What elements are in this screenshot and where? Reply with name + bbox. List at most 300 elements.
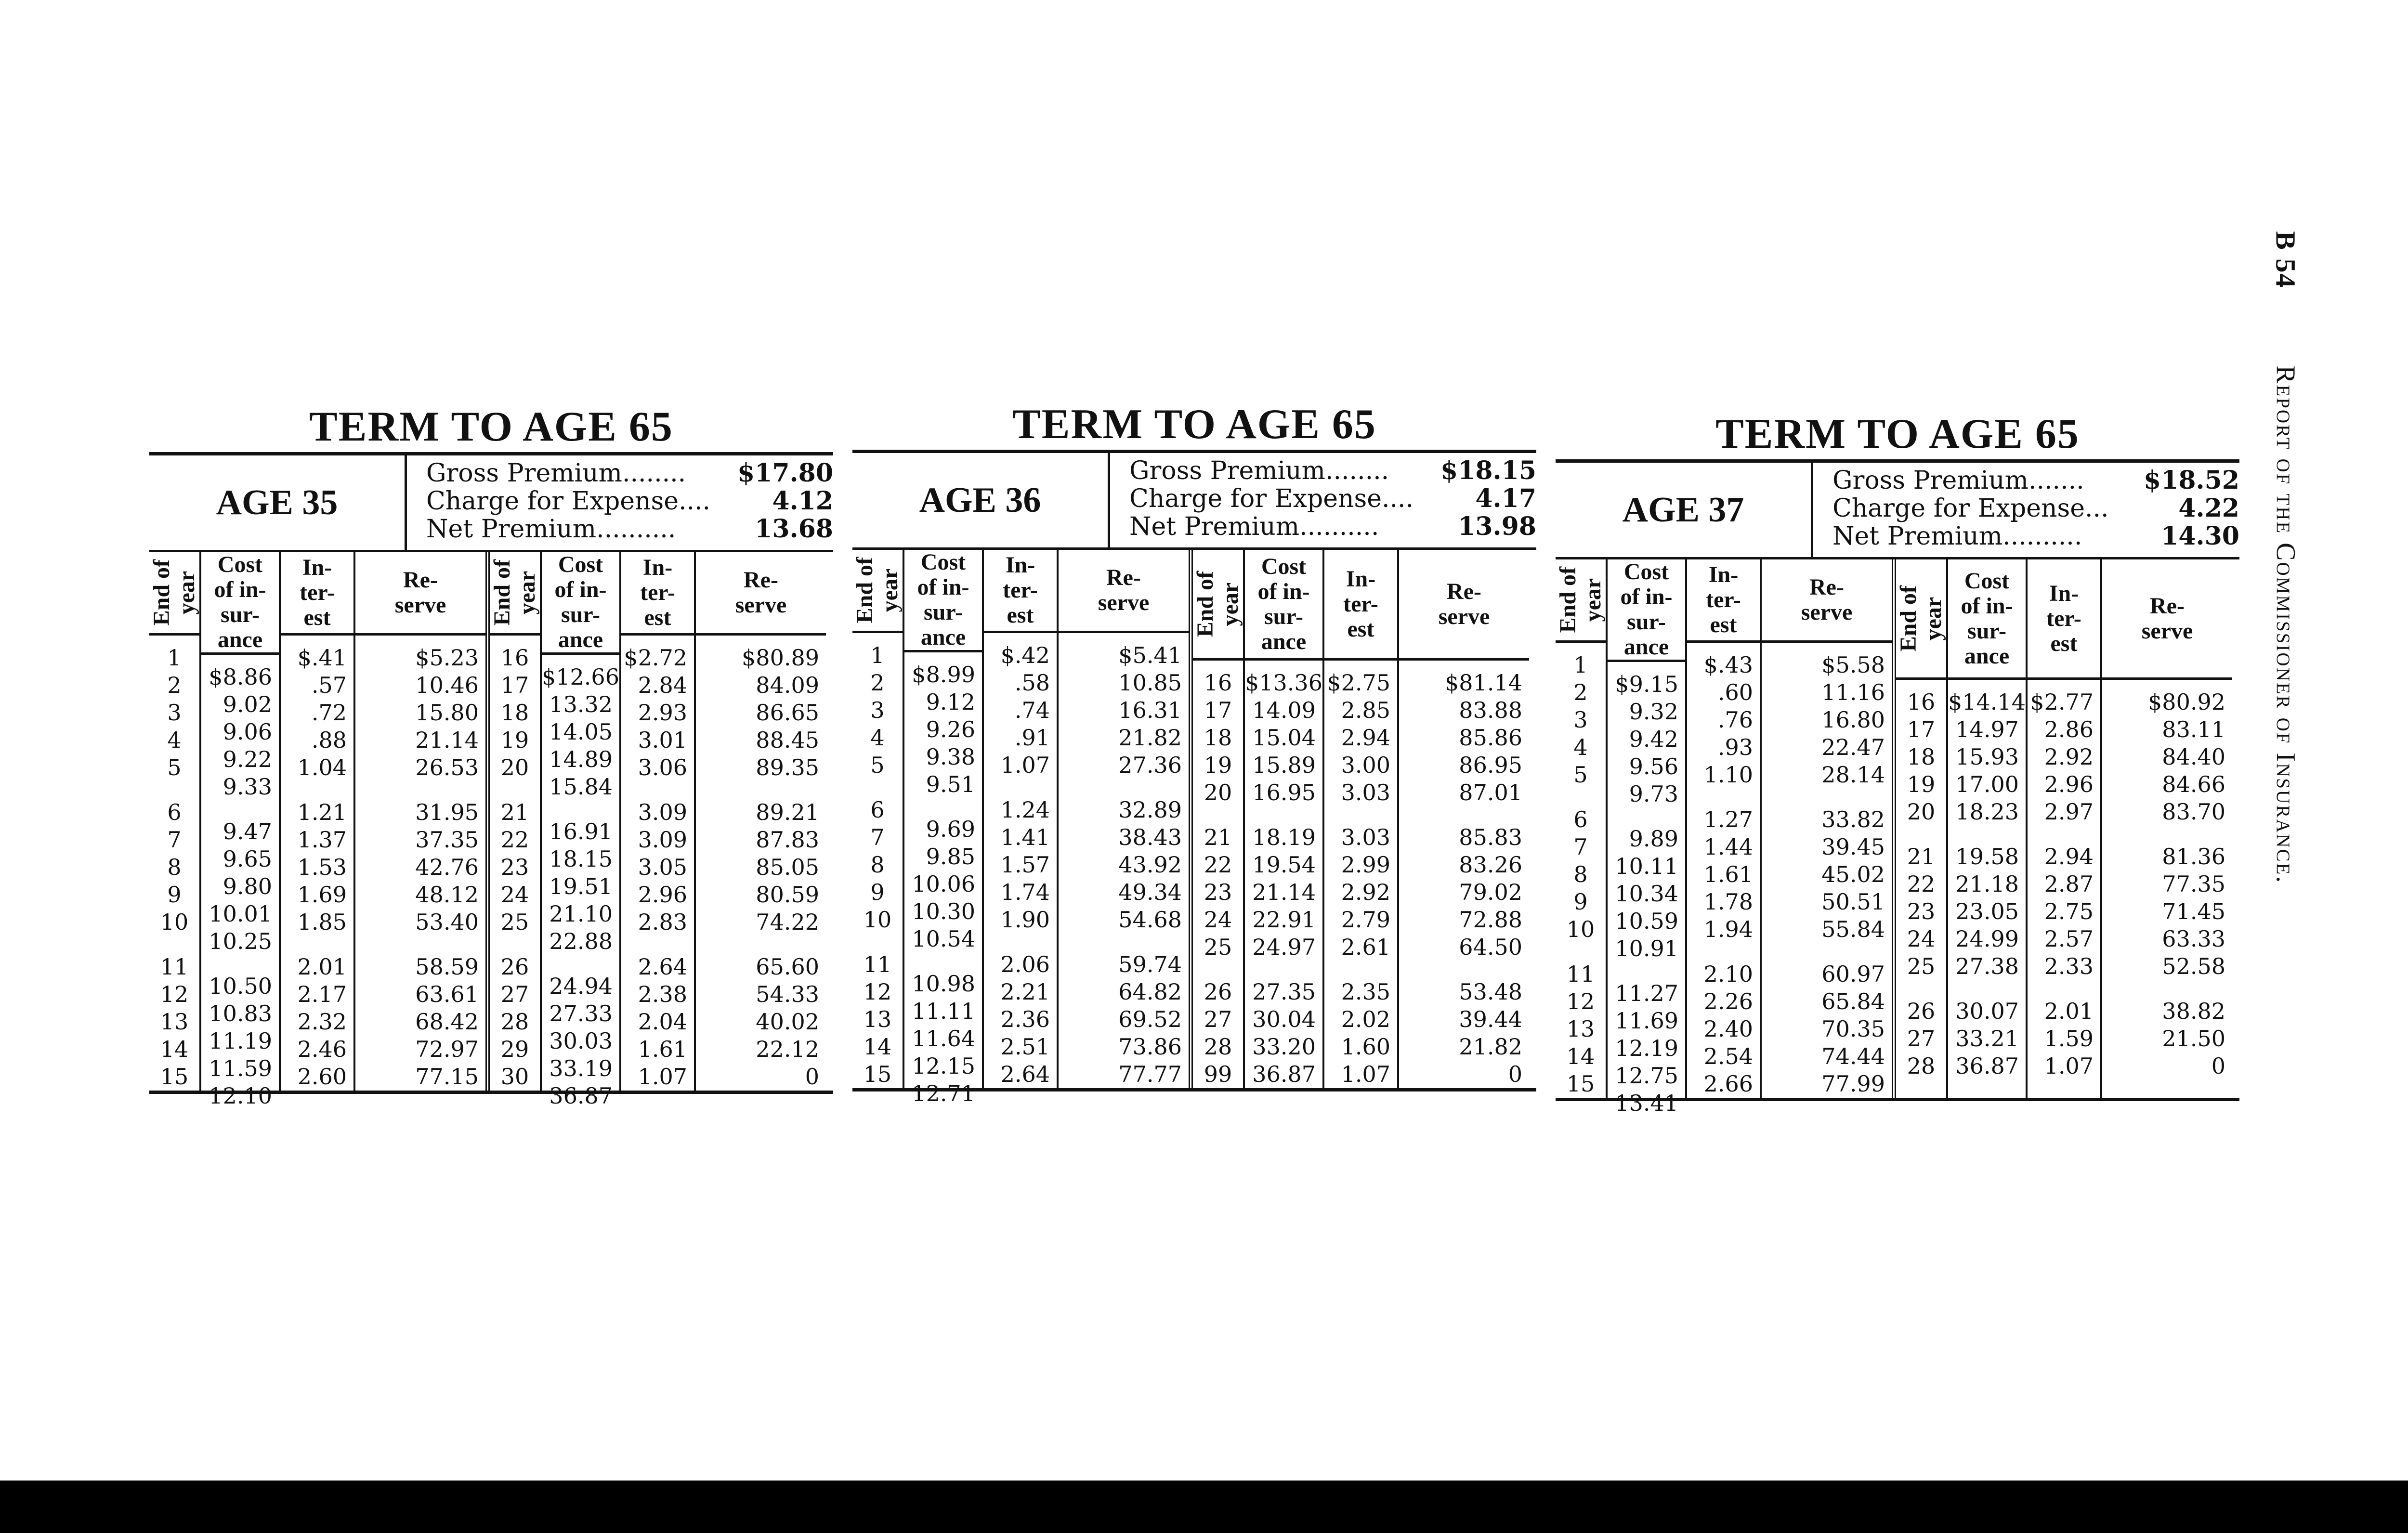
table-cell: 50.51 <box>1821 889 1885 915</box>
table-cell: 2.60 <box>297 1064 347 1090</box>
table-cell: 7 <box>167 827 182 853</box>
column-header-text: Re- serve <box>735 567 787 618</box>
table-cell: 89.21 <box>756 799 819 825</box>
table-half-left <box>852 549 1189 1106</box>
table-cell: 3.00 <box>1341 752 1390 778</box>
table-cell: 9.85 <box>926 844 975 870</box>
table-cell: 72.97 <box>415 1036 479 1062</box>
table-body <box>852 549 1536 1106</box>
table-cell: 21.82 <box>1118 725 1182 751</box>
table-cell: 10.06 <box>912 871 975 897</box>
table-cell: 9 <box>870 879 885 905</box>
column-header-text: Cost of in- sur- ance <box>1961 568 2013 669</box>
age-label: AGE 35 <box>149 455 407 550</box>
table-cell: 10.50 <box>209 973 272 999</box>
table-cell: 2.83 <box>638 909 687 935</box>
table-half-right <box>1892 559 2232 1098</box>
column-year <box>490 552 542 1091</box>
table-cell: 24.94 <box>549 973 613 999</box>
table-cell: 2.26 <box>1703 988 1753 1014</box>
table-cell: 10.83 <box>209 1000 272 1026</box>
table-cell: 2.33 <box>2044 953 2094 979</box>
table-cell: 24 <box>1204 907 1232 933</box>
table-cell: 11.27 <box>1615 980 1678 1006</box>
table-cell: $2.75 <box>1327 670 1390 696</box>
rate-table-age-block <box>149 402 833 1109</box>
column-header-text: End of year <box>489 559 540 626</box>
table-cell: 2.99 <box>1341 852 1390 878</box>
table-cell: 9.89 <box>1629 826 1678 852</box>
column-header-text: Re- serve <box>2141 593 2193 644</box>
table-cell: 84.09 <box>756 672 819 698</box>
table-cell: 9.47 <box>222 818 272 844</box>
table-cell: 32.89 <box>1118 797 1182 823</box>
column-cost <box>542 552 621 1109</box>
table-cell: $8.99 <box>912 662 975 688</box>
table-cell: 21.18 <box>1955 871 2019 897</box>
column-values <box>2102 680 2232 1080</box>
table-cell: 12 <box>1566 988 1595 1014</box>
table-cell: 21 <box>1204 824 1232 850</box>
table-cell: 3.06 <box>638 754 687 780</box>
column-header-interest <box>984 550 1057 633</box>
table-cell: 21.14 <box>415 727 479 753</box>
table-cell: 27.33 <box>549 1000 613 1026</box>
table-cell: 11.16 <box>1821 679 1885 705</box>
table-cell: 83.70 <box>2162 799 2225 825</box>
table-cell: 2.64 <box>1000 1061 1050 1087</box>
table-cell: 15.80 <box>415 700 479 726</box>
table-cell: .93 <box>1717 734 1753 760</box>
column-values <box>2028 680 2100 1080</box>
table-cell: 10.59 <box>1615 908 1678 934</box>
table-cell: .72 <box>311 700 347 726</box>
table-cell: 86.65 <box>756 700 819 726</box>
table-cell: 99 <box>1204 1061 1232 1087</box>
gross-premium-row <box>1129 457 1536 485</box>
table-cell: 10 <box>160 909 189 935</box>
column-values <box>542 655 619 1110</box>
table-cell: 15.04 <box>1252 725 1316 751</box>
table-cell: 15 <box>863 1061 892 1087</box>
table-cell: 1.69 <box>297 882 347 908</box>
table-cell: 20 <box>500 754 529 780</box>
table-cell: 84.66 <box>2162 771 2225 797</box>
column-reserve <box>355 552 485 1091</box>
gross-premium-label: Gross Premium........ <box>1129 456 1389 485</box>
table-cell: 23 <box>1204 879 1232 905</box>
table-cell: 2.21 <box>1000 979 1050 1005</box>
table-cell: 28 <box>1907 1053 1936 1079</box>
column-interest <box>984 550 1059 1088</box>
table-cell: 24.97 <box>1252 934 1316 960</box>
table-cell: 65.84 <box>1821 988 1885 1014</box>
column-header-reserve <box>1762 559 1892 643</box>
expense-charge-row <box>426 487 833 515</box>
table-cell: 14.09 <box>1252 697 1316 723</box>
table-cell: 7 <box>1573 834 1588 860</box>
table-cell: 23 <box>1907 898 1936 924</box>
table-cell: 14.89 <box>549 746 613 772</box>
table-cell: 2.35 <box>1341 979 1390 1005</box>
column-header-year <box>1556 559 1606 643</box>
table-cell: 9.12 <box>926 689 975 715</box>
table-cell: 11.69 <box>1615 1008 1678 1034</box>
table-cell: $2.72 <box>624 645 687 671</box>
table-cell: 87.01 <box>1459 779 1522 805</box>
table-cell: 22.12 <box>756 1036 819 1062</box>
table-cell: 48.12 <box>415 882 479 908</box>
table-cell: 1.53 <box>297 854 347 880</box>
column-values <box>1245 661 1322 1088</box>
table-cell: 4 <box>870 725 885 751</box>
table-cell: 25 <box>1204 934 1232 960</box>
expense-charge-row <box>1832 494 2239 522</box>
column-year <box>1556 559 1608 1098</box>
column-header-text: Re- serve <box>1801 574 1853 625</box>
column-values <box>1687 643 1760 1098</box>
table-cell: 9 <box>1573 889 1588 915</box>
table-cell: 20 <box>1907 799 1936 825</box>
column-header-text: Cost of in- sur- ance <box>917 549 969 650</box>
table-cell: 1.74 <box>1000 879 1050 905</box>
table-cell: 68.42 <box>415 1009 479 1035</box>
column-header-text: End of year <box>149 559 199 626</box>
gross-premium-value: $18.52 <box>2143 466 2239 495</box>
table-cell: 24 <box>500 882 529 908</box>
table-cell: 2.66 <box>1703 1071 1753 1097</box>
table-cell: 22 <box>1907 871 1936 897</box>
table-cell: 1.37 <box>297 827 347 853</box>
column-header-interest <box>1324 550 1397 661</box>
table-cell: 7 <box>870 824 885 850</box>
table-cell: 12 <box>160 981 189 1007</box>
table-cell: 29 <box>500 1036 529 1062</box>
table-cell: 1.44 <box>1703 834 1753 860</box>
table-cell: 86.95 <box>1459 752 1522 778</box>
table-cell: 5 <box>870 752 885 778</box>
table-cell: 74.22 <box>756 909 819 935</box>
table-cell: 15.93 <box>1955 744 2019 770</box>
table-cell: 18.23 <box>1955 799 2019 825</box>
table-cell: 1.90 <box>1000 907 1050 933</box>
table-cell: 1.07 <box>638 1064 687 1090</box>
table-cell: $.41 <box>297 645 347 671</box>
table-cell: 10 <box>1566 916 1595 942</box>
table-cell: 1.10 <box>1703 762 1753 788</box>
table-cell: $5.23 <box>415 645 479 671</box>
column-header-text: Cost of in- sur- ance <box>1620 559 1673 660</box>
table-cell: 9 <box>167 882 182 908</box>
column-header-reserve <box>1059 550 1189 633</box>
table-cell: 3 <box>1573 707 1588 733</box>
column-header-year <box>490 552 540 636</box>
net-premium-row <box>1129 513 1536 541</box>
table-cell: 85.86 <box>1459 725 1522 751</box>
table-cell: 59.74 <box>1118 951 1182 977</box>
column-interest <box>2028 559 2102 1098</box>
table-cell: 15 <box>160 1064 189 1090</box>
table-cell: 16.95 <box>1252 779 1316 805</box>
table-cell: 26 <box>1907 998 1936 1024</box>
table-cell: 5 <box>1573 762 1588 788</box>
expense-charge-label: Charge for Expense.... <box>1129 484 1414 513</box>
column-header-text: End of year <box>1555 567 1606 633</box>
column-values <box>490 636 540 1091</box>
table-cell: 6 <box>1573 806 1588 832</box>
column-reserve <box>2102 559 2232 1098</box>
table-cell: 28 <box>500 1009 529 1035</box>
table-cell: 70.35 <box>1821 1016 1885 1042</box>
table-cell: 10.30 <box>912 898 975 924</box>
table-cell: 9.22 <box>222 746 272 772</box>
table-cell: 2.94 <box>1341 725 1390 751</box>
table-cell: 30.03 <box>549 1028 613 1054</box>
table-cell: 30 <box>500 1064 529 1090</box>
table-cell: 17 <box>1907 716 1936 742</box>
table-cell: $5.58 <box>1821 652 1885 678</box>
premium-summary <box>407 455 833 550</box>
table-cell: 1.60 <box>1341 1034 1390 1060</box>
expense-charge-value: 4.17 <box>1475 484 1536 513</box>
rate-table-age-block <box>1555 409 2239 1116</box>
table-cell: 15.84 <box>549 774 613 800</box>
table-cell: 73.86 <box>1118 1034 1182 1060</box>
table-cell: $9.15 <box>1615 671 1678 697</box>
page-number: B 54 <box>2270 231 2302 289</box>
table-cell: 1.07 <box>1341 1061 1390 1087</box>
table-cell: 13.41 <box>1615 1090 1678 1116</box>
net-premium-row <box>426 515 833 543</box>
table-cell: 25 <box>1907 953 1936 979</box>
table-cell: 33.20 <box>1252 1034 1316 1060</box>
table-cell: $14.14 <box>1948 689 2026 715</box>
table-cell: 10.11 <box>1615 853 1678 879</box>
column-header-cost <box>1608 559 1685 662</box>
table-cell: $80.92 <box>2148 689 2225 715</box>
table-cell: 63.61 <box>415 981 479 1007</box>
table-cell: 2.92 <box>2044 744 2094 770</box>
table-cell: 11.64 <box>912 1026 975 1052</box>
table-cell: 88.45 <box>756 727 819 753</box>
table-body <box>149 552 833 1109</box>
column-header-text: In- ter- est <box>1706 562 1741 637</box>
table-cell: 11 <box>160 954 189 980</box>
table-cell: 18.15 <box>549 846 613 872</box>
column-interest <box>1687 559 1762 1098</box>
column-cost <box>1608 559 1687 1116</box>
table-cell: 15.89 <box>1252 752 1316 778</box>
table-cell: 3.03 <box>1341 779 1390 805</box>
table-cell: 1.78 <box>1703 889 1753 915</box>
table-cell: 77.77 <box>1118 1061 1182 1087</box>
table-cell: 4 <box>1573 734 1588 760</box>
table-cell: 2.94 <box>2044 844 2094 870</box>
table-cell: 19 <box>500 727 529 753</box>
column-header-interest <box>1687 559 1760 643</box>
table-cell: 2.86 <box>2044 716 2094 742</box>
table-cell: 2.97 <box>2044 799 2094 825</box>
column-cost <box>1948 559 2028 1098</box>
column-values <box>355 636 485 1091</box>
table-cell: 2.85 <box>1341 697 1390 723</box>
table-cell: 9.42 <box>1629 726 1678 752</box>
column-header-text: End of year <box>1192 571 1243 637</box>
table-cell: 1.61 <box>638 1036 687 1062</box>
table-cell: 6 <box>870 797 885 823</box>
table-cell: 1.41 <box>1000 824 1050 850</box>
table-cell: 11 <box>1566 961 1595 987</box>
table-cell: 64.82 <box>1118 979 1182 1005</box>
page-footer-band <box>0 1481 2408 1533</box>
table-cell: 2.79 <box>1341 907 1390 933</box>
table-cell: 2.17 <box>297 981 347 1007</box>
table-cell: 21.50 <box>2162 1026 2225 1052</box>
table-cell: 2.51 <box>1000 1034 1050 1060</box>
table-header <box>852 450 1536 550</box>
table-cell: $2.77 <box>2030 689 2094 715</box>
table-cell: 22.91 <box>1252 907 1316 933</box>
column-header-text: Re- serve <box>1438 578 1490 629</box>
table-cell: 9.51 <box>926 771 975 797</box>
table-cell: 2 <box>870 670 885 696</box>
column-reserve <box>1059 550 1189 1088</box>
table-body <box>1555 559 2239 1116</box>
table-cell: 2.01 <box>2044 998 2094 1024</box>
table-header <box>149 452 833 552</box>
table-cell: 39.45 <box>1821 834 1885 860</box>
column-values <box>1324 661 1397 1088</box>
table-cell: 10.91 <box>1615 935 1678 961</box>
column-header-year <box>149 552 199 636</box>
column-header-text: Re- serve <box>394 567 446 618</box>
table-cell: 9.38 <box>926 744 975 770</box>
table-cell: 2.61 <box>1341 934 1390 960</box>
table-cell: 16 <box>1907 689 1936 715</box>
table-cell: 21.82 <box>1459 1034 1522 1060</box>
table-cell: 42.76 <box>415 854 479 880</box>
table-cell: 3 <box>167 700 182 726</box>
column-interest <box>1324 550 1399 1088</box>
table-cell: 64.50 <box>1459 934 1522 960</box>
column-header-text: Cost of in- sur- ance <box>554 552 607 652</box>
table-cell: 3.05 <box>638 854 687 880</box>
table-cell: .76 <box>1717 707 1753 733</box>
table-cell: 33.82 <box>1821 806 1885 832</box>
expense-charge-value: 4.12 <box>772 486 833 516</box>
table-cell: $.43 <box>1703 652 1753 678</box>
table-cell: .91 <box>1014 725 1050 751</box>
table-cell: 9.33 <box>222 774 272 800</box>
net-premium-label: Net Premium.......... <box>1832 522 2082 551</box>
table-cell: 14 <box>160 1036 189 1062</box>
table-cell: 9.73 <box>1629 781 1678 807</box>
column-year <box>1896 559 1948 1098</box>
column-values <box>621 636 694 1091</box>
table-cell: 89.35 <box>756 754 819 780</box>
column-header-interest <box>281 552 353 636</box>
column-header-interest <box>2028 559 2100 680</box>
table-cell: 14 <box>863 1034 892 1060</box>
table-cell: 2.64 <box>638 954 687 980</box>
table-cell: 36.87 <box>1955 1053 2019 1079</box>
table-cell: 53.40 <box>415 909 479 935</box>
column-values <box>1608 662 1685 1117</box>
table-cell: 81.36 <box>2162 844 2225 870</box>
table-cell: 0 <box>1508 1061 1522 1087</box>
table-cell: 2.46 <box>297 1036 347 1062</box>
column-cost <box>1245 550 1324 1088</box>
table-cell: 17.00 <box>1955 771 2019 797</box>
table-cell: 26 <box>500 954 529 980</box>
table-cell: 52.58 <box>2162 953 2225 979</box>
table-cell: 10.34 <box>1615 881 1678 907</box>
table-cell: 1.24 <box>1000 797 1050 823</box>
table-cell: 36.87 <box>1252 1061 1316 1087</box>
column-values <box>984 633 1057 1088</box>
table-cell: 2.06 <box>1000 951 1050 977</box>
table-cell: 24.99 <box>1955 926 2019 952</box>
expense-charge-label: Charge for Expense... <box>1832 494 2109 523</box>
table-cell: 1.04 <box>297 754 347 780</box>
column-reserve <box>1762 559 1892 1098</box>
table-cell: 11.19 <box>209 1028 272 1054</box>
table-half-right <box>1189 550 1529 1088</box>
column-values <box>1896 680 1946 1080</box>
table-cell: 23 <box>500 854 529 880</box>
table-cell: 1 <box>167 645 182 671</box>
table-cell: 6 <box>167 799 182 825</box>
table-cell: 10.01 <box>209 901 272 927</box>
column-header-text: In- ter- est <box>640 555 675 630</box>
table-cell: 14 <box>1566 1043 1595 1069</box>
table-cell: 1 <box>1573 652 1588 678</box>
table-cell: 31.95 <box>415 799 479 825</box>
column-values <box>201 655 279 1110</box>
table-cell: 83.26 <box>1459 852 1522 878</box>
table-cell: 10.46 <box>415 672 479 698</box>
table-cell: 45.02 <box>1821 861 1885 887</box>
table-cell: 85.83 <box>1459 824 1522 850</box>
table-cell: 43.92 <box>1118 852 1182 878</box>
table-cell: 2.75 <box>2044 898 2094 924</box>
table-cell: 77.99 <box>1821 1071 1885 1097</box>
table-cell: 2 <box>167 672 182 698</box>
table-cell: 77.15 <box>415 1064 479 1090</box>
table-title: TERM TO AGE 65 <box>1715 411 2080 457</box>
column-header-text: Re- serve <box>1098 565 1150 615</box>
table-cell: 49.34 <box>1118 879 1182 905</box>
column-values <box>1193 661 1243 1088</box>
table-cell: 2.10 <box>1703 961 1753 987</box>
table-cell: 2.38 <box>638 981 687 1007</box>
column-header-reserve <box>2102 559 2232 680</box>
table-cell: 2.01 <box>297 954 347 980</box>
table-cell: $81.14 <box>1445 670 1522 696</box>
table-cell: .88 <box>311 727 347 753</box>
table-half-right <box>485 552 826 1109</box>
column-values <box>281 636 353 1091</box>
table-cell: 37.35 <box>415 827 479 853</box>
table-cell: 13 <box>863 1006 892 1032</box>
table-cell: 0 <box>805 1064 819 1090</box>
table-cell: 12.71 <box>912 1080 975 1106</box>
table-cell: 9.56 <box>1629 754 1678 779</box>
table-cell: 12.15 <box>912 1053 975 1079</box>
table-cell: 27 <box>500 981 529 1007</box>
expense-charge-value: 4.22 <box>2178 494 2239 523</box>
table-cell: 22.88 <box>549 928 613 954</box>
